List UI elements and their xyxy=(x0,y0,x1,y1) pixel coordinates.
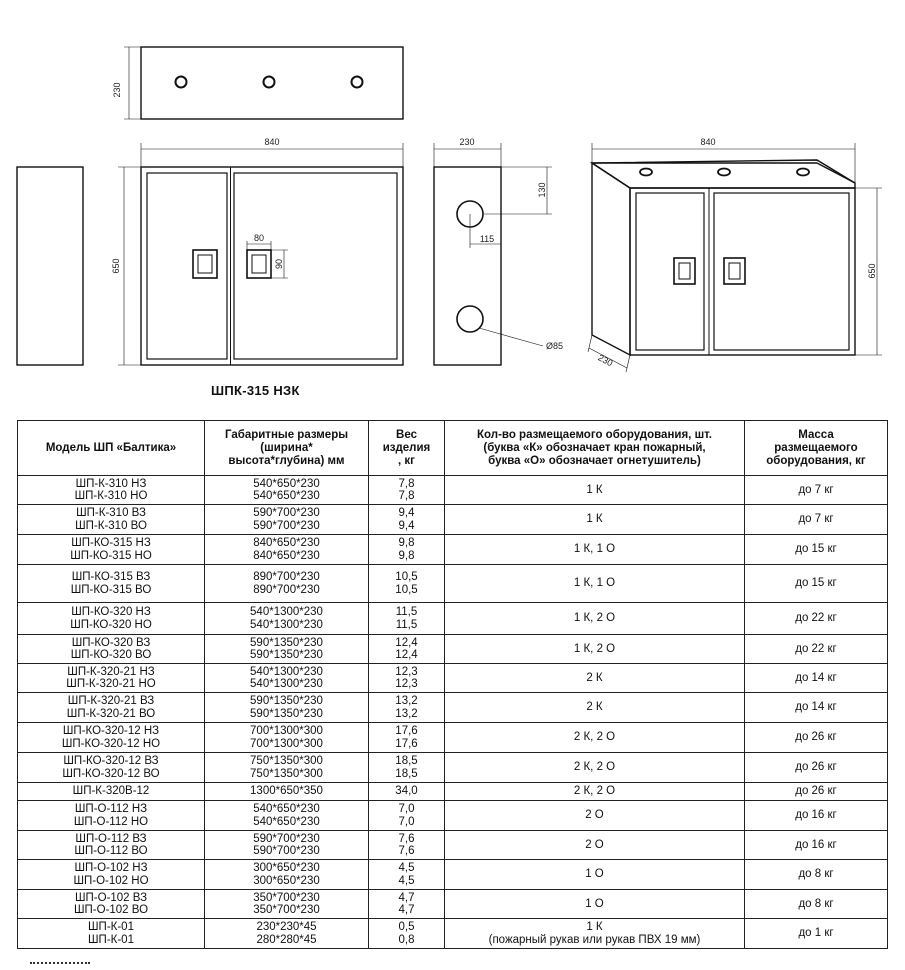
header-weight: Вес изделия , кг xyxy=(369,421,445,476)
cell-equipment: 2 К, 2 О xyxy=(445,723,745,753)
table-row xyxy=(18,723,888,753)
iso-front-face xyxy=(630,188,855,355)
cell-dimensions: 350*700*230 350*700*230 xyxy=(205,890,369,919)
cell-model: ШП-О-112 ВЗ ШП-О-112 ВО xyxy=(18,831,205,860)
cell-model: ШП-О-102 НЗ ШП-О-102 НО xyxy=(18,860,205,890)
cell-weight: 10,5 10,5 xyxy=(369,565,445,603)
cell-equipment: 2 О xyxy=(445,801,745,831)
cell-equipment: 1 К, 1 О xyxy=(445,565,745,603)
cell-weight: 11,5 11,5 xyxy=(369,603,445,635)
cell-weight: 34,0 xyxy=(369,783,445,801)
table-body xyxy=(18,476,888,949)
cell-dimensions: 540*650*230 540*650*230 xyxy=(205,476,369,505)
header-model: Модель ШП «Балтика» xyxy=(18,421,205,476)
cell-weight: 12,4 12,4 xyxy=(369,635,445,664)
table-row xyxy=(18,565,888,603)
hole-diameter-label: Ø85 xyxy=(546,341,564,351)
top-view-height-label: 230 xyxy=(112,82,122,98)
cell-dimensions: 590*1350*230 590*1350*230 xyxy=(205,635,369,664)
cell-equipment: 2 К xyxy=(445,693,745,723)
cell-weight: 4,7 4,7 xyxy=(369,890,445,919)
cell-equipment: 2 О xyxy=(445,831,745,860)
iso-door-handle xyxy=(674,258,695,284)
cell-mass: до 8 кг xyxy=(745,890,888,919)
cell-weight: 12,3 12,3 xyxy=(369,664,445,693)
cell-weight: 7,8 7,8 xyxy=(369,476,445,505)
cell-model: ШП-О-112 НЗ ШП-О-112 НО xyxy=(18,801,205,831)
cell-weight: 0,5 0,8 xyxy=(369,919,445,949)
cell-equipment: 2 К xyxy=(445,664,745,693)
cell-model: ШП-К-320-21 ВЗ ШП-К-320-21 ВО xyxy=(18,693,205,723)
iso-door-handle xyxy=(724,258,745,284)
iso-top-hole xyxy=(640,169,652,176)
front-view-height-label: 650 xyxy=(111,258,121,274)
cell-equipment: 1 О xyxy=(445,890,745,919)
cell-mass: до 22 кг xyxy=(745,603,888,635)
cell-dimensions: 590*700*230 590*700*230 xyxy=(205,505,369,535)
header-mass: Масса размещаемого оборудования, кг xyxy=(745,421,888,476)
cell-equipment: 1 О xyxy=(445,860,745,890)
cell-weight: 17,6 17,6 xyxy=(369,723,445,753)
cell-model: ШП-КО-315 НЗ ШП-КО-315 НО xyxy=(18,535,205,565)
table-row xyxy=(18,783,888,801)
iso-height-label: 650 xyxy=(867,263,877,279)
handle-width-label: 80 xyxy=(253,233,265,243)
cell-dimensions: 750*1350*300 750*1350*300 xyxy=(205,753,369,783)
cell-equipment: 1 К xyxy=(445,476,745,505)
cell-dimensions: 590*1350*230 590*1350*230 xyxy=(205,693,369,723)
cell-weight: 18,5 18,5 xyxy=(369,753,445,783)
header-dims: Габаритные размеры (ширина* высота*глубина) мм xyxy=(205,421,369,476)
cell-equipment: 1 К, 2 О xyxy=(445,635,745,664)
specification-table xyxy=(17,420,888,949)
iso-top-hole xyxy=(718,169,730,176)
cell-mass: до 26 кг xyxy=(745,753,888,783)
table-row xyxy=(18,476,888,505)
cell-equipment: 1 К, 2 О xyxy=(445,603,745,635)
cell-weight: 4,5 4,5 xyxy=(369,860,445,890)
cell-model: ШП-К-310 ВЗ ШП-К-310 ВО xyxy=(18,505,205,535)
cell-mass: до 14 кг xyxy=(745,664,888,693)
cell-dimensions: 540*650*230 540*650*230 xyxy=(205,801,369,831)
iso-side-face xyxy=(592,163,630,355)
table-row xyxy=(18,635,888,664)
table-row xyxy=(18,890,888,919)
cell-equipment: 1 К, 1 О xyxy=(445,535,745,565)
top-view-hole xyxy=(352,77,363,88)
cell-dimensions: 840*650*230 840*650*230 xyxy=(205,535,369,565)
cell-model: ШП-К-320В-12 xyxy=(18,783,205,801)
cell-mass: до 14 кг xyxy=(745,693,888,723)
cell-dimensions: 230*230*45 280*280*45 xyxy=(205,919,369,949)
top-view-hole xyxy=(264,77,275,88)
table-row xyxy=(18,603,888,635)
drawing-caption: ШПК-315 НЗК xyxy=(211,383,300,398)
table-row xyxy=(18,664,888,693)
table-row xyxy=(18,860,888,890)
hole-offset-v-label: 130 xyxy=(537,182,547,198)
iso-top-face xyxy=(592,160,855,188)
table-row xyxy=(18,919,888,949)
cell-dimensions: 300*650*230 300*650*230 xyxy=(205,860,369,890)
side-view-width-label: 230 xyxy=(459,137,475,147)
cell-model: ШП-О-102 ВЗ ШП-О-102 ВО xyxy=(18,890,205,919)
iso-top-hole xyxy=(797,169,809,176)
handle-height-label: 90 xyxy=(274,258,284,270)
cell-model: ШП-КО-315 ВЗ ШП-КО-315 ВО xyxy=(18,565,205,603)
cell-equipment: 2 К, 2 О xyxy=(445,753,745,783)
cell-mass: до 7 кг xyxy=(745,505,888,535)
cell-model: ШП-К-310 НЗ ШП-К-310 НО xyxy=(18,476,205,505)
cell-model: ШП-К-320-21 НЗ ШП-К-320-21 НО xyxy=(18,664,205,693)
cell-equipment: 1 К (пожарный рукав или рукав ПВХ 19 мм) xyxy=(445,919,745,949)
cell-weight: 9,4 9,4 xyxy=(369,505,445,535)
table-row xyxy=(18,693,888,723)
table-header-row xyxy=(18,421,888,476)
cell-dimensions: 1300*650*350 xyxy=(205,783,369,801)
cell-dimensions: 540*1300*230 540*1300*230 xyxy=(205,664,369,693)
cell-dimensions: 540*1300*230 540*1300*230 xyxy=(205,603,369,635)
iso-depth-label: 230 xyxy=(596,352,615,369)
front-door-handle xyxy=(193,250,217,278)
front-view-frame xyxy=(141,167,403,365)
table-row xyxy=(18,535,888,565)
hole-offset-h-label: 115 xyxy=(479,234,495,244)
cell-dimensions: 700*1300*300 700*1300*300 xyxy=(205,723,369,753)
cropped-footnote-fragment xyxy=(30,962,90,967)
technical-drawing xyxy=(0,0,905,410)
cell-weight: 13,2 13,2 xyxy=(369,693,445,723)
cell-dimensions: 890*700*230 890*700*230 xyxy=(205,565,369,603)
left-side-view xyxy=(17,167,83,365)
cell-mass: до 7 кг xyxy=(745,476,888,505)
cell-model: ШП-КО-320 ВЗ ШП-КО-320 ВО xyxy=(18,635,205,664)
cell-model: ШП-К-01 ШП-К-01 xyxy=(18,919,205,949)
side-view-panel xyxy=(434,167,501,365)
top-view-panel xyxy=(141,47,403,119)
cell-mass: до 22 кг xyxy=(745,635,888,664)
front-view-width-label: 840 xyxy=(264,137,280,147)
cell-mass: до 26 кг xyxy=(745,783,888,801)
cell-mass: до 15 кг xyxy=(745,535,888,565)
iso-width-label: 840 xyxy=(700,137,716,147)
front-door-handle xyxy=(247,250,271,278)
cell-equipment: 1 К xyxy=(445,505,745,535)
cell-equipment: 2 К, 2 О xyxy=(445,783,745,801)
cell-mass: до 1 кг xyxy=(745,919,888,949)
cell-mass: до 16 кг xyxy=(745,801,888,831)
cell-mass: до 26 кг xyxy=(745,723,888,753)
top-view-hole xyxy=(176,77,187,88)
cell-model: ШП-КО-320-12 НЗ ШП-КО-320-12 НО xyxy=(18,723,205,753)
cell-dimensions: 590*700*230 590*700*230 xyxy=(205,831,369,860)
cell-weight: 9,8 9,8 xyxy=(369,535,445,565)
cell-mass: до 15 кг xyxy=(745,565,888,603)
cell-model: ШП-КО-320 НЗ ШП-КО-320 НО xyxy=(18,603,205,635)
table-row xyxy=(18,505,888,535)
table-row xyxy=(18,801,888,831)
cell-mass: до 8 кг xyxy=(745,860,888,890)
cell-weight: 7,0 7,0 xyxy=(369,801,445,831)
cell-weight: 7,6 7,6 xyxy=(369,831,445,860)
header-equipment: Кол-во размещаемого оборудования, шт. (буква «К» обозначает кран пожарный, буква «О» обозначает огнетушитель) xyxy=(445,421,745,476)
table-row xyxy=(18,753,888,783)
table-row xyxy=(18,831,888,860)
cell-model: ШП-КО-320-12 ВЗ ШП-КО-320-12 ВО xyxy=(18,753,205,783)
cell-mass: до 16 кг xyxy=(745,831,888,860)
